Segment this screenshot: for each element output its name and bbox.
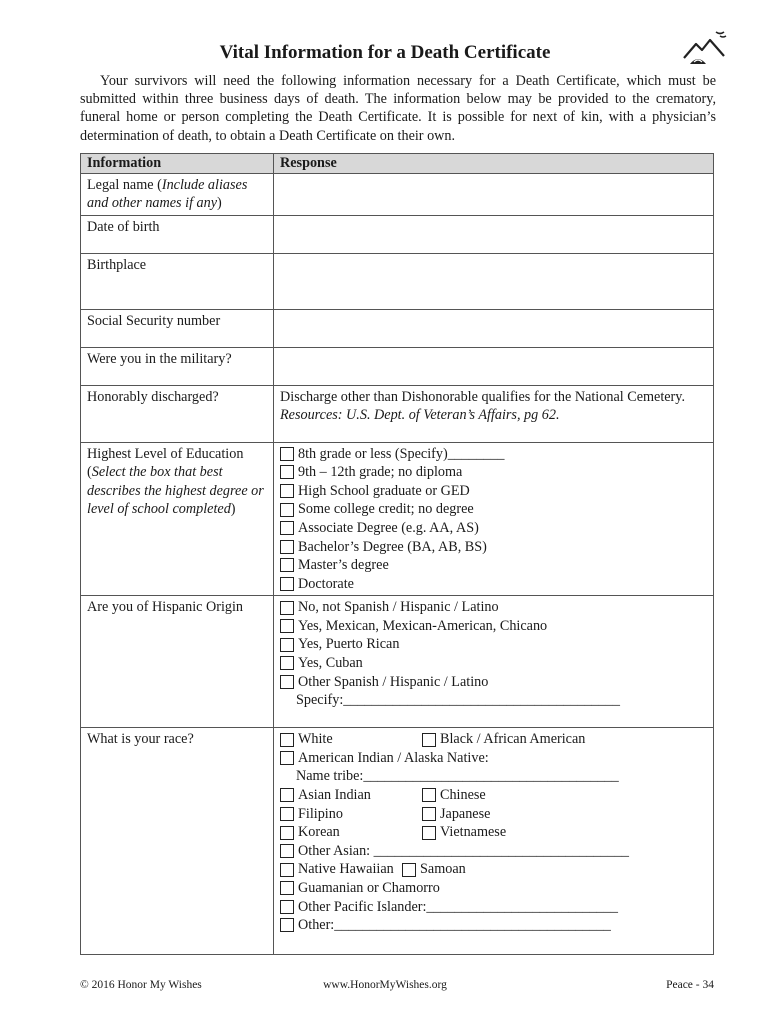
education-options: [274, 442, 714, 596]
hispanic-options: [274, 596, 714, 728]
intro-paragraph: [80, 72, 716, 145]
race-row-korean-vietnamese: [280, 823, 707, 842]
checkbox[interactable]: [280, 844, 294, 858]
hispanic-specify-field[interactable]: Specify:_______________________________________: [296, 692, 620, 709]
checkbox[interactable]: [280, 638, 294, 652]
military-label: Were you in the military?: [81, 347, 274, 385]
checkbox[interactable]: [280, 577, 294, 591]
checkbox[interactable]: [280, 807, 294, 821]
checkbox[interactable]: [280, 918, 294, 932]
race-option-guamanian[interactable]: [280, 879, 707, 898]
option-label: Other Asian: ____________________________________: [298, 842, 630, 859]
table-row-hispanic: [81, 596, 714, 728]
race-option-vietnamese[interactable]: [422, 823, 506, 842]
table-row-race: [81, 728, 714, 955]
education-option-some-college[interactable]: [280, 500, 707, 519]
race-label: What is your race?: [81, 728, 274, 955]
option-label: Native Hawaiian: [298, 861, 394, 878]
race-row-filipino-japanese: [280, 805, 707, 824]
checkbox[interactable]: [422, 733, 436, 747]
race-row-asian-chinese: [280, 786, 707, 805]
checkbox[interactable]: [280, 558, 294, 572]
table-row-discharged: [81, 385, 714, 442]
hispanic-option-cuban[interactable]: [280, 654, 707, 673]
table-row-birthplace: [81, 253, 714, 309]
race-option-asian-indian[interactable]: [280, 786, 422, 805]
race-option-other-pacific[interactable]: [280, 898, 707, 917]
option-label: Some college credit; no degree: [298, 501, 474, 518]
option-label: Yes, Puerto Rican: [298, 636, 400, 653]
option-label: Asian Indian: [298, 787, 371, 804]
option-label: Filipino: [298, 805, 343, 822]
education-option-9th-12th[interactable]: [280, 463, 707, 482]
ssn-response[interactable]: [274, 309, 714, 347]
hispanic-option-no[interactable]: [280, 598, 707, 617]
option-label: White: [298, 731, 333, 748]
checkbox[interactable]: [280, 751, 294, 765]
education-note: Select the box that best describes the highest degree or level of school completed: [87, 464, 264, 517]
education-option-high-school[interactable]: [280, 482, 707, 501]
discharged-label: Honorably discharged?: [81, 385, 274, 442]
race-option-black[interactable]: [422, 730, 585, 749]
option-label: Samoan: [420, 861, 466, 878]
table-row-ssn: [81, 309, 714, 347]
race-options: [274, 728, 714, 955]
mountain-sun-logo-icon: [680, 30, 730, 70]
checkbox[interactable]: [280, 521, 294, 535]
race-option-native-hawaiian[interactable]: [280, 860, 422, 879]
checkbox[interactable]: [280, 881, 294, 895]
page-title: Vital Information for a Death Certificate: [219, 42, 551, 63]
race-option-korean[interactable]: [280, 823, 422, 842]
race-option-chinese[interactable]: [422, 786, 486, 805]
hispanic-label: Are you of Hispanic Origin: [81, 596, 274, 728]
footer-page-number: Peace - 34: [666, 979, 714, 991]
race-option-other-asian[interactable]: [280, 842, 707, 861]
header-information: Information: [81, 154, 274, 174]
checkbox[interactable]: [280, 601, 294, 615]
checkbox[interactable]: [280, 503, 294, 517]
education-option-bachelor[interactable]: [280, 537, 707, 556]
table-row-legal-name: [81, 173, 714, 215]
checkbox[interactable]: [280, 656, 294, 670]
hispanic-option-mexican[interactable]: [280, 617, 707, 636]
race-option-american-indian[interactable]: [280, 749, 707, 768]
legal-name-text: Legal name (: [87, 176, 162, 193]
option-label: Doctorate: [298, 575, 354, 592]
checkbox[interactable]: [280, 484, 294, 498]
checkbox[interactable]: [280, 465, 294, 479]
checkbox[interactable]: [280, 733, 294, 747]
vital-info-table: [80, 153, 714, 955]
discharged-resources-note: Resources: U.S. Dept. of Veteran’s Affairs, pg 62.: [280, 407, 560, 423]
checkbox[interactable]: [422, 788, 436, 802]
checkbox[interactable]: [422, 807, 436, 821]
checkbox[interactable]: [422, 826, 436, 840]
legal-name-response[interactable]: [274, 173, 714, 215]
checkbox[interactable]: [280, 447, 294, 461]
option-label: Guamanian or Chamorro: [298, 880, 440, 897]
option-label: Vietnamese: [440, 824, 507, 841]
intro-text: Your survivors will need the following information necessary for a Death Certificate, which must be submitted within three business days of death. The information below may be provided to the crematory, funeral home or person completing the Death Certificate. It is possible for next of kin, with a physician’s determination of death, to obtain a Death Certificate on their own.: [80, 73, 716, 144]
table-header-row: [81, 154, 714, 174]
race-option-filipino[interactable]: [280, 805, 422, 824]
race-name-tribe-field[interactable]: Name tribe:____________________________________: [296, 768, 619, 785]
hispanic-option-other[interactable]: [280, 673, 707, 692]
checkbox[interactable]: [280, 540, 294, 554]
option-label: High School graduate or GED: [298, 482, 470, 499]
race-option-white[interactable]: [280, 730, 422, 749]
option-label: Japanese: [440, 805, 491, 822]
checkbox[interactable]: [280, 863, 294, 877]
race-option-japanese[interactable]: [422, 805, 490, 824]
option-label: Associate Degree (e.g. AA, AS): [298, 519, 479, 536]
education-note-open: (: [87, 464, 92, 480]
education-option-doctorate[interactable]: [280, 575, 707, 594]
checkbox[interactable]: [280, 675, 294, 689]
discharged-response[interactable]: [274, 385, 714, 442]
footer-copyright: © 2016 Honor My Wishes: [80, 979, 202, 991]
race-option-samoan[interactable]: [402, 860, 466, 879]
birthplace-label: Birthplace: [81, 253, 274, 309]
option-label: No, not Spanish / Hispanic / Latino: [298, 599, 499, 616]
header-response: Response: [274, 154, 714, 174]
discharged-response-text: Discharge other than Dishonorable qualifies for the National Cemetery.: [280, 388, 686, 405]
checkbox[interactable]: [402, 863, 416, 877]
option-label: Other:_______________________________________: [298, 917, 611, 934]
checkbox[interactable]: [280, 619, 294, 633]
ssn-label: Social Security number: [81, 309, 274, 347]
footer-website[interactable]: www.HonorMyWishes.org: [323, 979, 447, 991]
table-row-dob: [81, 215, 714, 253]
dob-label: Date of birth: [81, 215, 274, 253]
option-label: Master’s degree: [298, 557, 389, 574]
option-label: 8th grade or less (Specify)________: [298, 445, 505, 462]
legal-name-close: ): [217, 195, 222, 211]
hispanic-option-puerto-rican[interactable]: [280, 635, 707, 654]
education-option-master[interactable]: [280, 556, 707, 575]
race-row-hawaiian-samoan: [280, 860, 707, 879]
option-label: Yes, Mexican, Mexican-American, Chicano: [298, 617, 548, 634]
race-row-white-black: [280, 730, 707, 749]
option-label: Chinese: [440, 787, 486, 804]
checkbox[interactable]: [280, 900, 294, 914]
education-option-associate[interactable]: [280, 519, 707, 538]
legal-name-note: Include aliases and other names if any: [87, 176, 248, 211]
birthplace-response[interactable]: [274, 253, 714, 309]
education-note-close: ): [230, 501, 236, 517]
option-label: Black / African American: [440, 731, 586, 748]
education-option-8th[interactable]: [280, 445, 707, 464]
dob-response[interactable]: [274, 215, 714, 253]
military-response[interactable]: [274, 347, 714, 385]
education-label: [81, 442, 274, 596]
option-label: American Indian / Alaska Native:: [298, 749, 489, 766]
option-label: Other Spanish / Hispanic / Latino: [298, 673, 489, 690]
option-label: Yes, Cuban: [298, 655, 363, 672]
option-label: Other Pacific Islander:___________________________: [298, 898, 618, 915]
checkbox[interactable]: [280, 788, 294, 802]
checkbox[interactable]: [280, 826, 294, 840]
option-label: 9th – 12th grade; no diploma: [298, 464, 463, 481]
legal-name-label: [81, 173, 274, 215]
option-label: Bachelor’s Degree (BA, AB, BS): [298, 538, 487, 555]
table-row-military: [81, 347, 714, 385]
table-row-education: [81, 442, 714, 596]
option-label: Korean: [298, 824, 340, 841]
education-label-text: Highest Level of Education: [87, 445, 244, 462]
race-option-other[interactable]: [280, 916, 707, 935]
